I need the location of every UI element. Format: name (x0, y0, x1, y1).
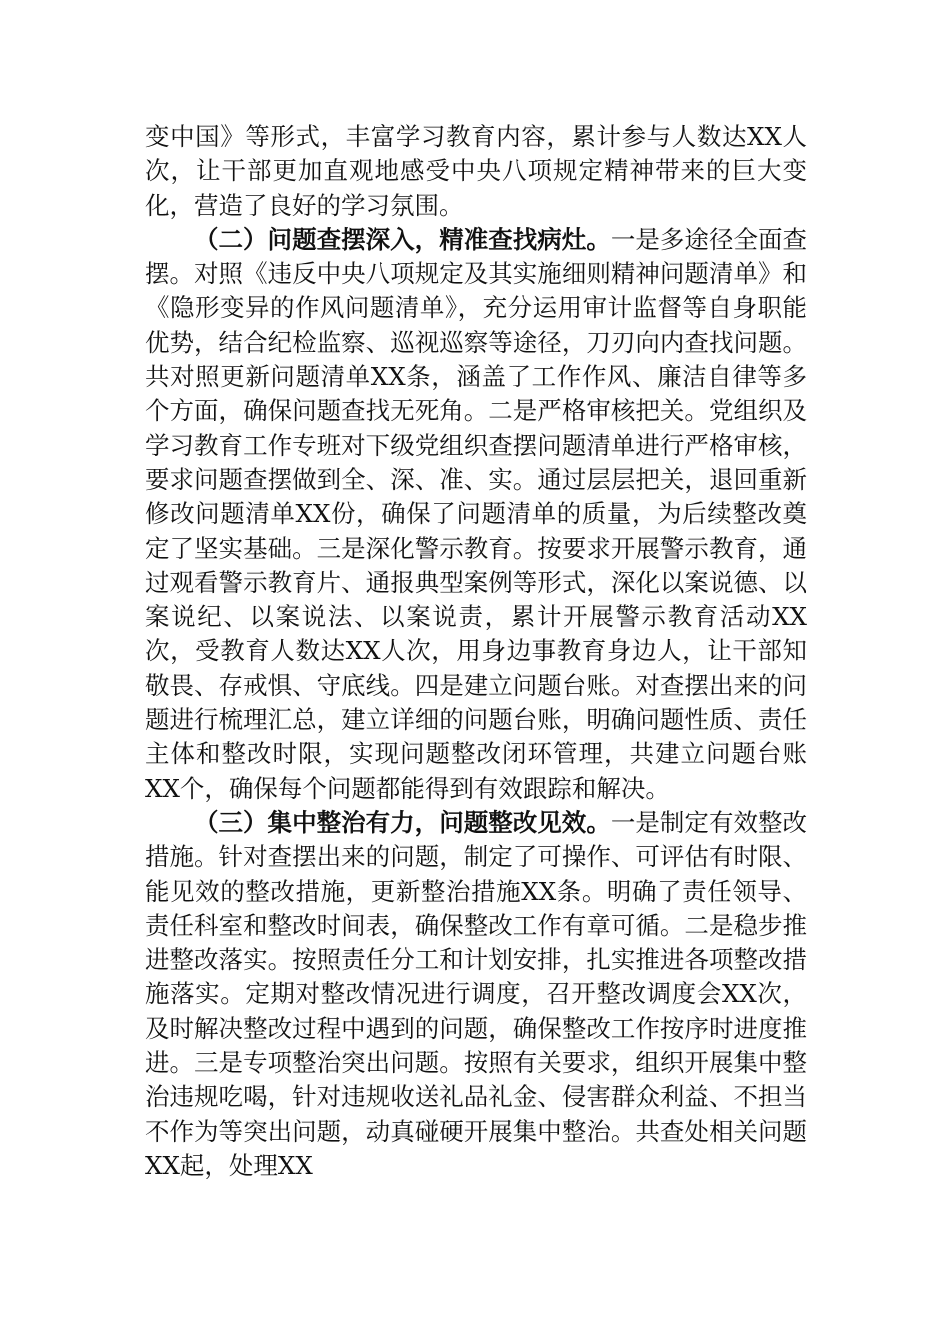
section-heading: （三）集中整治有力，问题整改见效。 (194, 807, 611, 837)
paragraph-text: 一是多途径全面查摆。对照《违反中央八项规定及其实施细则精神问题清单》和《隐形变异的作风问题清单》，充分运用审计监督等自身职能优势，结合纪检监察、巡视巡察等途径，刀刃向内查找问题。共对照更新问题清单XX条，涵盖了工作作风、廉洁自律等多个方面，确保问题查找无死角。二是严格审核把关。党组织及学习教育工作专班对下级党组织查摆问题清单进行严格审核，要求问题查摆做到全、深、准、实。通过层层把关，退回重新修改问题清单XX份，确保了问题清单的质量，为后续整改奠定了坚实基础。三是深化警示教育。按要求开展警示教育，通过观看警示教育片、通报典型案例等形式，深化以案说德、以案说纪、以案说法、以案说责，累计开展警示教育活动XX次，受教育人数达XX人次，用身边事教育身边人，让干部知敬畏、存戒惧、守底线。四是建立问题台账。对查摆出来的问题进行梳理汇总，建立详细的问题台账，明确问题性质、责任主体和整改时限，实现问题整改闭环管理，共建立问题台账XX个，确保每个问题都能得到有效跟踪和解决。 (145, 224, 808, 803)
paragraph-text: 一是制定有效整改措施。针对查摆出来的问题，制定了可操作、可评估有时限、能见效的整改措施，更新整治措施XX条。明确了责任领导、责任科室和整改时间表，确保整改工作有章可循。二是稳步推进整改落实。按照责任分工和计划安排，扎实推进各项整改措施落实。定期对整改情况进行调度，召开整改调度会XX次，及时解决整改过程中遇到的问题，确保整改工作按序时进度推进。三是专项整治突出问题。按照有关要求，组织开展集中整治违规吃喝，针对违规收送礼品礼金、侵害群众利益、不担当不作为等突出问题，动真碰硬开展集中整治。共查处相关问题XX起，处理XX (145, 807, 808, 1180)
paragraph-text: 变中国》等形式，丰富学习教育内容，累计参与人数达XX人次，让干部更加直观地感受中央八项规定精神带来的巨大变化，营造了良好的学习氛围。 (145, 122, 807, 220)
section-heading: （二）问题查摆深入，精准查找病灶。 (194, 224, 611, 254)
document-body (145, 120, 807, 1183)
paragraph-section-3 (145, 806, 807, 1183)
paragraph-section-2 (145, 223, 807, 806)
paragraph-continuation (145, 120, 807, 223)
